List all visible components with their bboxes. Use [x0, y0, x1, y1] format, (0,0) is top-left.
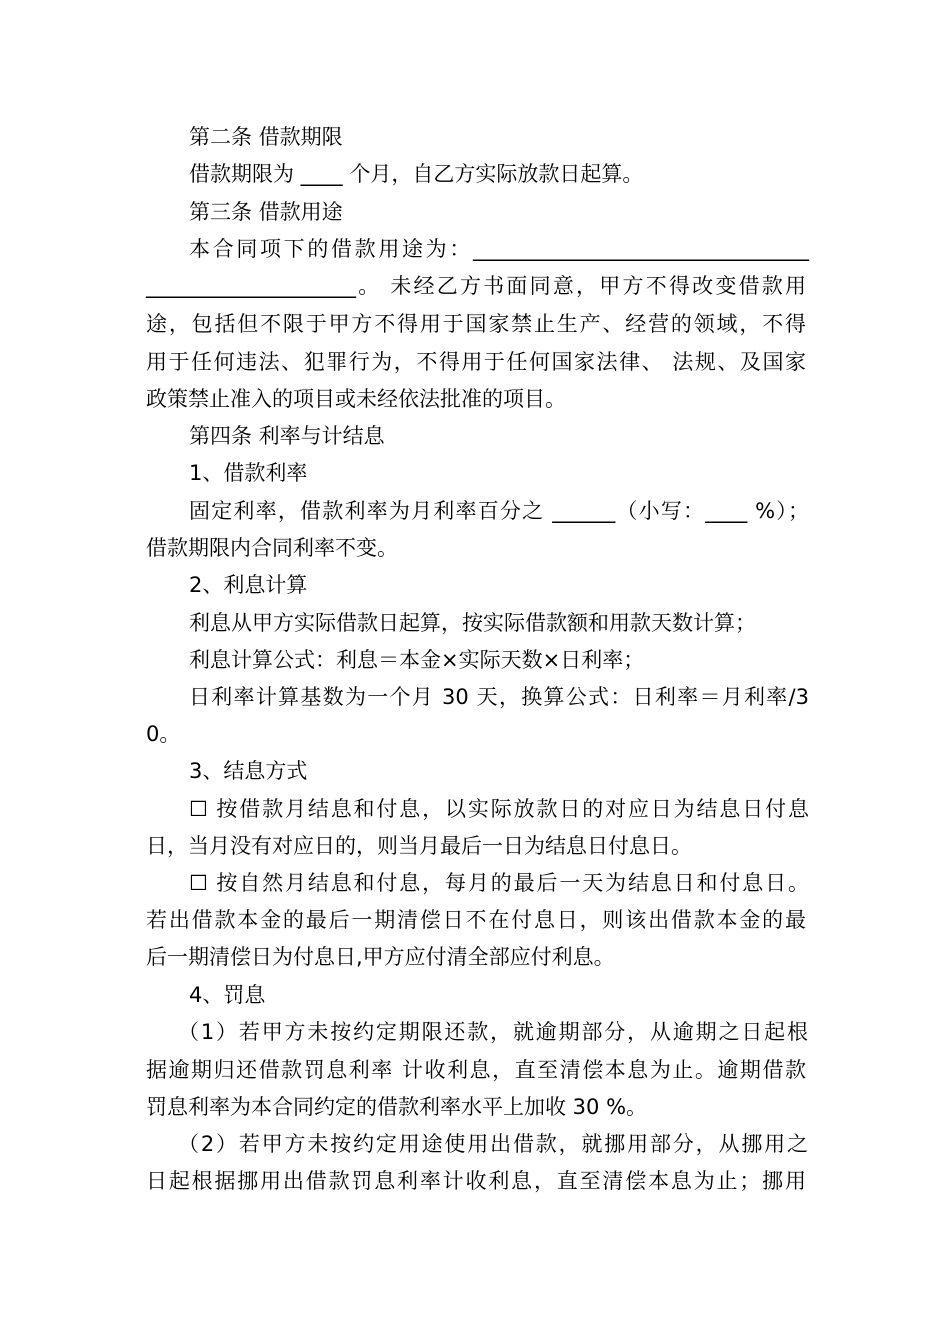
- article-4-heading: 第四条 利率与计结息: [189, 424, 385, 448]
- paragraph-line: 借款期限内合同利率不变。: [146, 536, 398, 560]
- article-2-heading: 第二条 借款期限: [189, 125, 343, 149]
- checkbox-option-line: ☐ 按自然月结息和付息，每月的最后一天为结息日和付息日。: [189, 871, 809, 895]
- subsection-heading: 4、罚息: [189, 983, 266, 1007]
- paragraph-line: 日起根据挪用出借款罚息利率计收利息，直至清偿本息为止；挪用: [146, 1169, 806, 1193]
- subsection-heading: 3、结息方式: [189, 759, 308, 783]
- paragraph-line: 日，当月没有对应日的，则当月最后一日为结息日付息日。: [146, 834, 692, 858]
- paragraph-line: 据逾期归还借款罚息利率 计收利息，直至清偿本息为止。逾期借款: [146, 1058, 806, 1082]
- paragraph-line: 日利率计算基数为一个月 30 天，换算公式：日利率＝月利率/3: [189, 685, 809, 709]
- paragraph-line: 利息从甲方实际借款日起算，按实际借款额和用款天数计算；: [189, 611, 756, 635]
- paragraph-line: （1）若甲方未按约定期限还款，就逾期部分，从逾期之日起根: [178, 1020, 808, 1044]
- paragraph-line: 本合同项下的借款用途为：________________________________: [189, 237, 809, 261]
- paragraph-line: 0。: [146, 722, 181, 746]
- paragraph-line: 罚息利率为本合同约定的借款利率水平上加收 30 %。: [146, 1095, 648, 1119]
- paragraph-line: 政策禁止准入的项目或未经依法批准的项目。: [146, 387, 566, 411]
- subsection-heading: 2、利息计算: [189, 573, 308, 597]
- paragraph-line: 途，包括但不限于甲方不得用于国家禁止生产、经营的领域，不得: [146, 312, 806, 336]
- paragraph-line: 借款期限为 ____ 个月，自乙方实际放款日起算。: [189, 162, 644, 186]
- article-3-heading: 第三条 借款用途: [189, 200, 343, 224]
- subsection-heading: 1、借款利率: [189, 461, 308, 485]
- paragraph-line: 若出借款本金的最后一期清偿日不在付息日，则该出借款本金的最: [146, 908, 806, 932]
- paragraph-line: 后一期清偿日为付息日,甲方应付清全部应付利息。: [146, 945, 615, 969]
- paragraph-line: ____________________。 未经乙方书面同意，甲方不得改变借款用: [146, 274, 806, 298]
- paragraph-line: （2）若甲方未按约定用途使用出借款，就挪用部分，从挪用之: [178, 1132, 808, 1156]
- paragraph-line: 利息计算公式：利息＝本金×实际天数×日利率；: [189, 648, 645, 672]
- paragraph-line: 用于任何违法、犯罪行为，不得用于任何国家法律、 法规、及国家: [146, 350, 806, 374]
- checkbox-option-line: ☐ 按借款月结息和付息，以实际放款日的对应日为结息日付息: [189, 797, 809, 821]
- paragraph-line: 固定利率，借款利率为月利率百分之 ______（小写：____ %）；: [189, 499, 809, 523]
